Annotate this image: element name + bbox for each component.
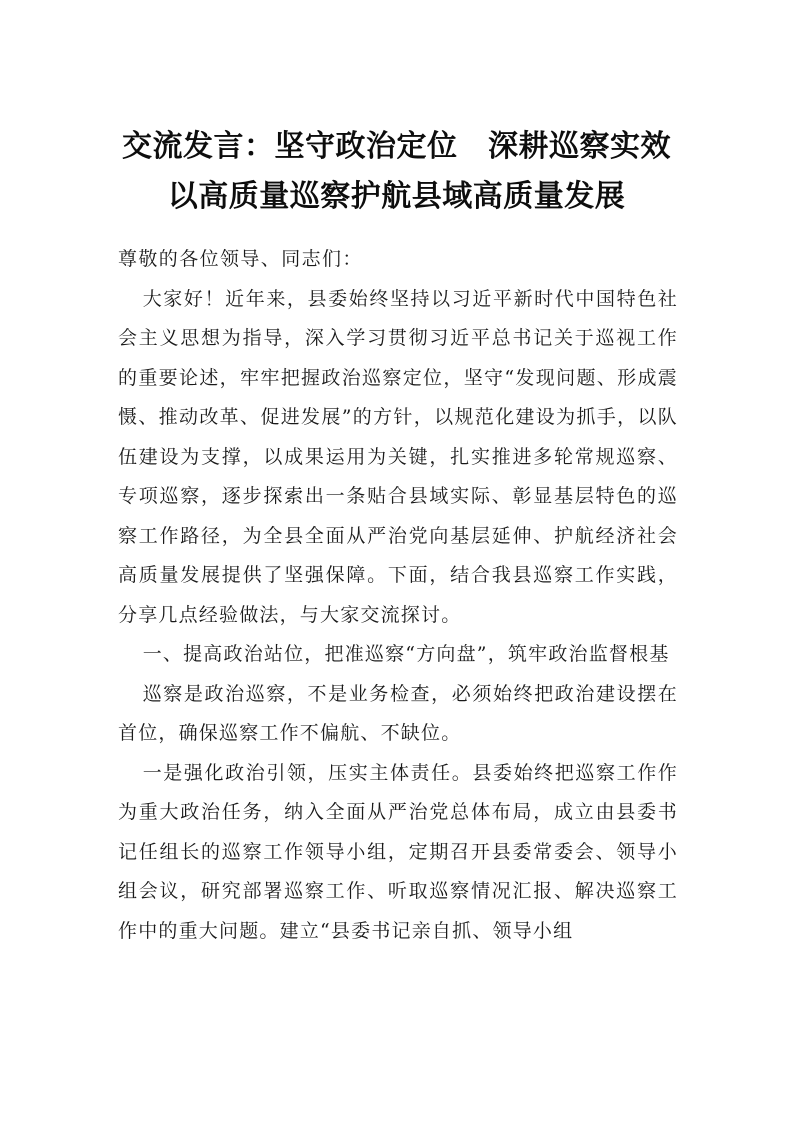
section-heading-1: 一、提高政治站位，把准巡察“方向盘”，筑牢政治监督根基 — [142, 643, 670, 665]
document-body — [118, 240, 678, 951]
title-line-1: 交流发言：坚守政治定位 深耕巡察实效 — [122, 129, 671, 164]
paragraph-section-1-intro: 巡察是政治巡察，不是业务检查，必须始终把政治建设摆在首位，确保巡察工作不偏航、不缺位。 — [118, 682, 678, 744]
paragraph-intro: 大家好！近年来，县委始终坚持以习近平新时代中国特色社会主义思想为指导，深入学习贯彻习近平总书记关于巡视工作的重要论述，牢牢把握政治巡察定位，坚守“发现问题、形成震慑、推动改革、促进发展”的方针，以规范化建设为抓手，以队伍建设为支撑，以成果运用为关键，扎实推进多轮常规巡察、专项巡察，逐步探索出一条贴合县域实际、彰显基层特色的巡察工作路径，为全县全面从严治党向基层延伸、护航经济社会高质量发展提供了坚强保障。下面，结合我县巡察工作实践，分享几点经验做法，与大家交流探讨。 — [118, 287, 678, 626]
salutation: 尊敬的各位领导、同志们： — [118, 248, 363, 270]
title-line-2: 以高质量巡察护航县域高质量发展 — [167, 179, 626, 214]
paragraph-point-1: 一是强化政治引领，压实主体责任。县委始终把巡察工作作为重大政治任务，纳入全面从严治党总体布局，成立由县委书记任组长的巡察工作领导小组，定期召开县委常委会、领导小组会议，研究部署巡察工作、听取巡察情况汇报、解决巡察工作中的重大问题。建立“县委书记亲自抓、领导小组 — [118, 761, 678, 942]
document-title — [0, 122, 793, 222]
